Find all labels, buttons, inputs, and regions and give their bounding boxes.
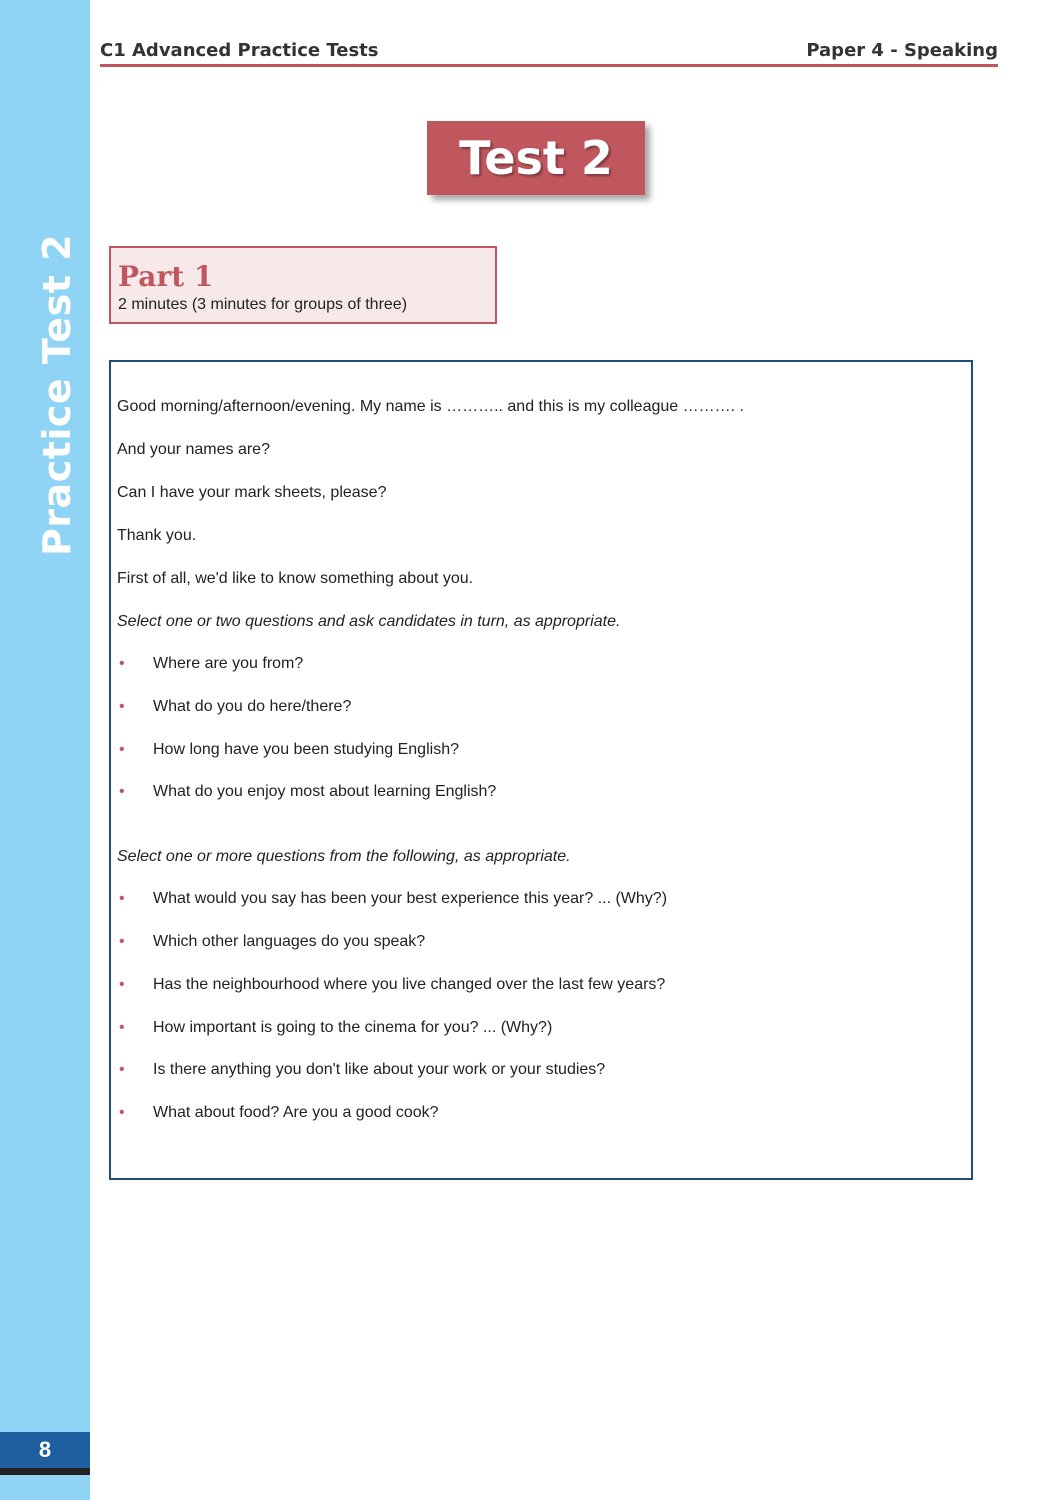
script-line: And your names are?	[117, 441, 270, 458]
script-line: Thank you.	[117, 527, 197, 544]
question-item: How long have you been studying English?	[153, 741, 459, 758]
bullet-icon: •	[119, 741, 125, 758]
question-item: Is there anything you don't like about your work or your studies?	[153, 1061, 606, 1078]
bullet-icon: •	[119, 976, 125, 993]
question-item: What about food? Are you a good cook?	[153, 1104, 439, 1121]
question-item: Which other languages do you speak?	[153, 933, 426, 950]
question-item: What would you say has been your best experience this year? ... (Why?)	[153, 890, 668, 907]
bullet-icon: •	[119, 933, 125, 950]
instruction-one: Select one or two questions and ask candidates in turn, as appropriate.	[117, 613, 621, 630]
test-banner: Test 2	[427, 121, 645, 195]
bullet-icon: •	[119, 890, 125, 907]
bullet-icon: •	[119, 1104, 125, 1121]
part-box	[109, 246, 497, 324]
header-book-title: C1 Advanced Practice Tests	[100, 40, 379, 61]
question-item: How important is going to the cinema for you? ... (Why?)	[153, 1019, 553, 1036]
sidebar-title: Practice Test 2	[35, 233, 79, 557]
instruction-two: Select one or more questions from the following, as appropriate.	[117, 848, 571, 865]
page-number-rule	[0, 1468, 90, 1475]
sidebar	[0, 0, 90, 1500]
part-title: Part 1	[118, 260, 214, 293]
question-item: What do you do here/there?	[153, 698, 352, 715]
bullet-icon: •	[119, 655, 125, 672]
bullet-icon: •	[119, 783, 125, 800]
bullet-icon: •	[119, 1061, 125, 1078]
script-line: Good morning/afternoon/evening. My name is ……….. and this is my colleague ………. .	[117, 398, 744, 415]
question-item: What do you enjoy most about learning English?	[153, 783, 497, 800]
bullet-icon: •	[119, 698, 125, 715]
page-header	[100, 40, 998, 67]
script-line: First of all, we'd like to know something about you.	[117, 570, 474, 587]
bullet-icon: •	[119, 1019, 125, 1036]
header-paper-title: Paper 4 - Speaking	[806, 40, 998, 61]
page-number: 8	[0, 1432, 90, 1468]
examiner-script-box	[109, 360, 973, 1180]
question-item: Has the neighbourhood where you live changed over the last few years?	[153, 976, 666, 993]
script-line: Can I have your mark sheets, please?	[117, 484, 387, 501]
question-item: Where are you from?	[153, 655, 304, 672]
part-duration: 2 minutes (3 minutes for groups of three)	[118, 296, 408, 313]
